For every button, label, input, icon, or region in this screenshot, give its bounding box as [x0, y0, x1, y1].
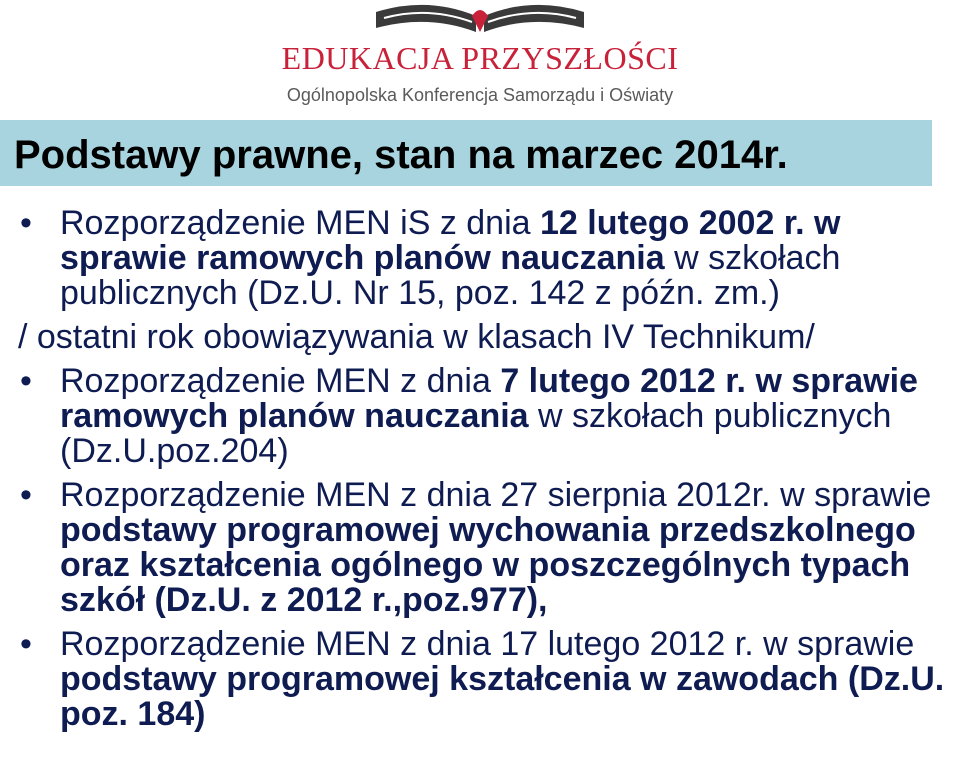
item-bold-text: 7 lutego 2012 r. w sprawie ramowych planów nauczania: [60, 362, 918, 435]
item-text: w szkołach publicznych (Dz.U.poz.204): [60, 397, 892, 470]
note-line: [0, 320, 960, 355]
list-item: [0, 478, 960, 618]
item-bold-text: podstawy programowej wychowania przedszkolnego oraz kształcenia ogólnego w poszczególnych typach szkół (Dz.U. z 2012 r.,poz.977),: [60, 511, 916, 619]
bullet: •: [20, 476, 32, 514]
list-item: [0, 364, 960, 469]
item-bold-text: podstawy programowej kształcenia w zawodach (Dz.U. poz. 184): [60, 660, 945, 733]
note-text: / ostatni rok obowiązywania w klasach IV Technikum/: [18, 318, 815, 356]
logo-name: EDUKACJA PRZYSZŁOŚCI: [281, 40, 679, 76]
bullet: •: [20, 625, 32, 663]
open-book-icon: [372, 2, 588, 36]
slide-content: [0, 206, 960, 741]
slide-title: Podstawy prawne, stan na marzec 2014r.: [14, 133, 788, 177]
item-text: Rozporządzenie MEN z dnia 17 lutego 2012 r. w sprawie: [60, 625, 915, 663]
item-text: w szkołach publicznych (Dz.U. Nr 15, poz. 142 z późn. zm.): [60, 239, 841, 312]
item-text: Rozporządzenie MEN z dnia 27 sierpnia 2012r. w sprawie: [60, 476, 932, 514]
item-bold-text: 12 lutego 2002 r. w sprawie ramowych planów nauczania: [60, 204, 841, 277]
conference-logo: [0, 0, 960, 118]
bullet: •: [20, 362, 32, 400]
list-item: [0, 206, 960, 311]
list-item: [0, 627, 960, 732]
bullet: •: [20, 204, 32, 242]
title-bar: [0, 120, 932, 186]
logo-subtitle: Ogólnopolska Konferencja Samorządu i Oświaty: [286, 85, 674, 105]
item-text: Rozporządzenie MEN iS z dnia: [60, 204, 541, 242]
item-text: Rozporządzenie MEN z dnia: [60, 362, 501, 400]
